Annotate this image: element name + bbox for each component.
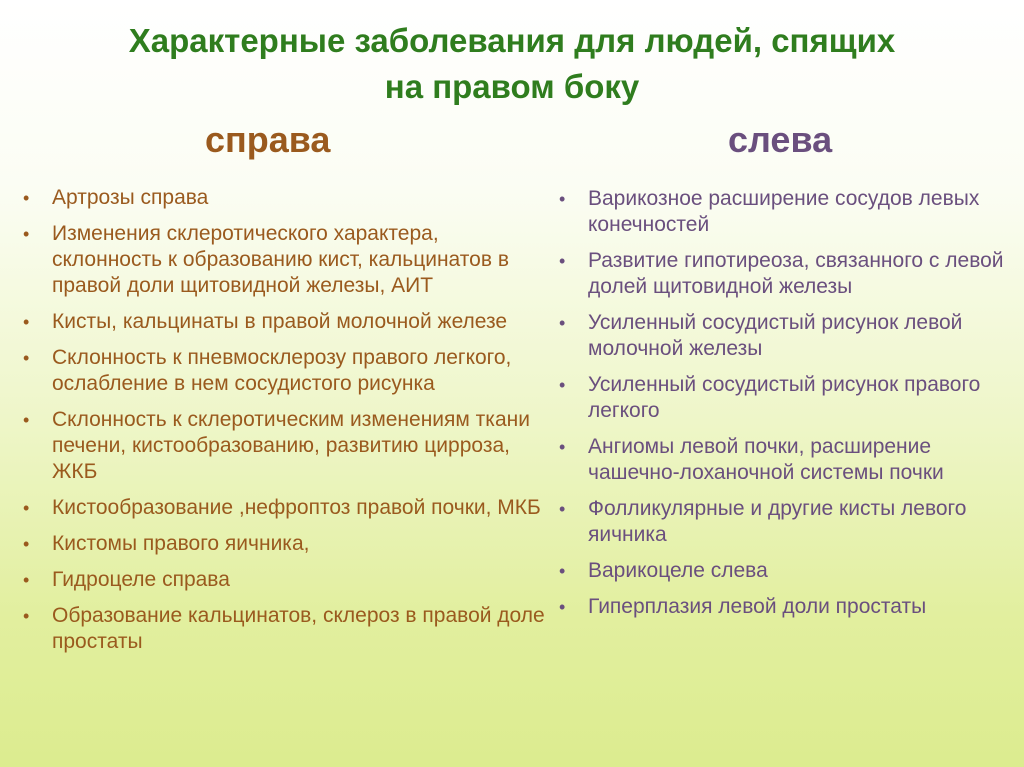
title-line-1: Характерные заболевания для людей, спящих — [128, 22, 896, 59]
item-text: Склонность к склеротическим изменениям ткани печени, кистообразованию, развитию цирроза, ЖКБ — [52, 408, 530, 483]
item-text: Развитие гипотиреоза, связанного с левой долей щитовидной железы — [588, 249, 1004, 298]
list-item — [556, 558, 1006, 584]
item-text: Артрозы справа — [52, 186, 209, 209]
item-text: Усиленный сосудистый рисунок правого легкого — [588, 373, 981, 422]
item-text: Усиленный сосудистый рисунок левой молочной железы — [588, 311, 963, 360]
item-text: Кистомы правого яичника, — [52, 532, 310, 555]
item-text: Варикоцеле слева — [588, 559, 768, 582]
bullet-icon: • — [559, 313, 566, 333]
item-text: Гиперплазия левой доли простаты — [588, 595, 927, 618]
bullet-icon: • — [23, 188, 30, 208]
bullet-icon: • — [559, 597, 566, 617]
bullet-icon: • — [559, 251, 566, 271]
list-item — [20, 531, 545, 557]
item-text: Фолликулярные и другие кисты левого яичника — [588, 497, 967, 546]
list-item — [556, 496, 1006, 548]
item-text: Кисты, кальцинаты в правой молочной железе — [52, 310, 508, 333]
bullet-icon: • — [23, 498, 30, 518]
list-item — [556, 594, 1006, 620]
list-item — [20, 221, 545, 299]
item-text: Склонность к пневмосклерозу правого легкого, ослабление в нем сосудистого рисунка — [52, 346, 512, 395]
list-item — [556, 186, 1006, 238]
bullet-icon: • — [23, 348, 30, 368]
list-item — [20, 567, 545, 593]
list-item — [20, 603, 545, 655]
list-item — [556, 434, 1006, 486]
bullet-icon: • — [559, 375, 566, 395]
list-item — [20, 185, 545, 211]
bullet-icon: • — [23, 606, 30, 626]
list-item — [20, 495, 545, 521]
bullet-icon: • — [559, 499, 566, 519]
list-item — [556, 248, 1006, 300]
bullet-icon: • — [23, 570, 30, 590]
item-text: Варикозное расширение сосудов левых конечностей — [588, 187, 980, 236]
bullet-icon: • — [23, 224, 30, 244]
item-text: Изменения склеротического характера, склонность к образованию кист, кальцинатов в правой доли щитовидной железы, АИТ — [52, 222, 509, 297]
bullet-icon: • — [23, 534, 30, 554]
bullet-icon: • — [23, 410, 30, 430]
list-item — [556, 372, 1006, 424]
bullet-icon: • — [559, 561, 566, 581]
slide-title — [0, 18, 1024, 110]
list-item — [20, 407, 545, 485]
left-column-heading: справа — [205, 119, 331, 160]
right-disease-list — [556, 186, 1006, 630]
list-item — [556, 310, 1006, 362]
list-item — [20, 345, 545, 397]
right-column-heading: слева — [728, 119, 833, 160]
list-item — [20, 309, 545, 335]
bullet-icon: • — [23, 312, 30, 332]
item-text: Образование кальцинатов, склероз в правой доле простаты — [52, 604, 545, 653]
item-text: Кистообразование ,нефроптоз правой почки, МКБ — [52, 496, 541, 519]
item-text: Ангиомы левой почки, расширение чашечно-лоханочной системы почки — [588, 435, 944, 484]
bullet-icon: • — [559, 189, 566, 209]
left-disease-list — [20, 185, 545, 665]
item-text: Гидроцеле справа — [52, 568, 230, 591]
title-line-2: на правом боку — [384, 68, 640, 105]
bullet-icon: • — [559, 437, 566, 457]
